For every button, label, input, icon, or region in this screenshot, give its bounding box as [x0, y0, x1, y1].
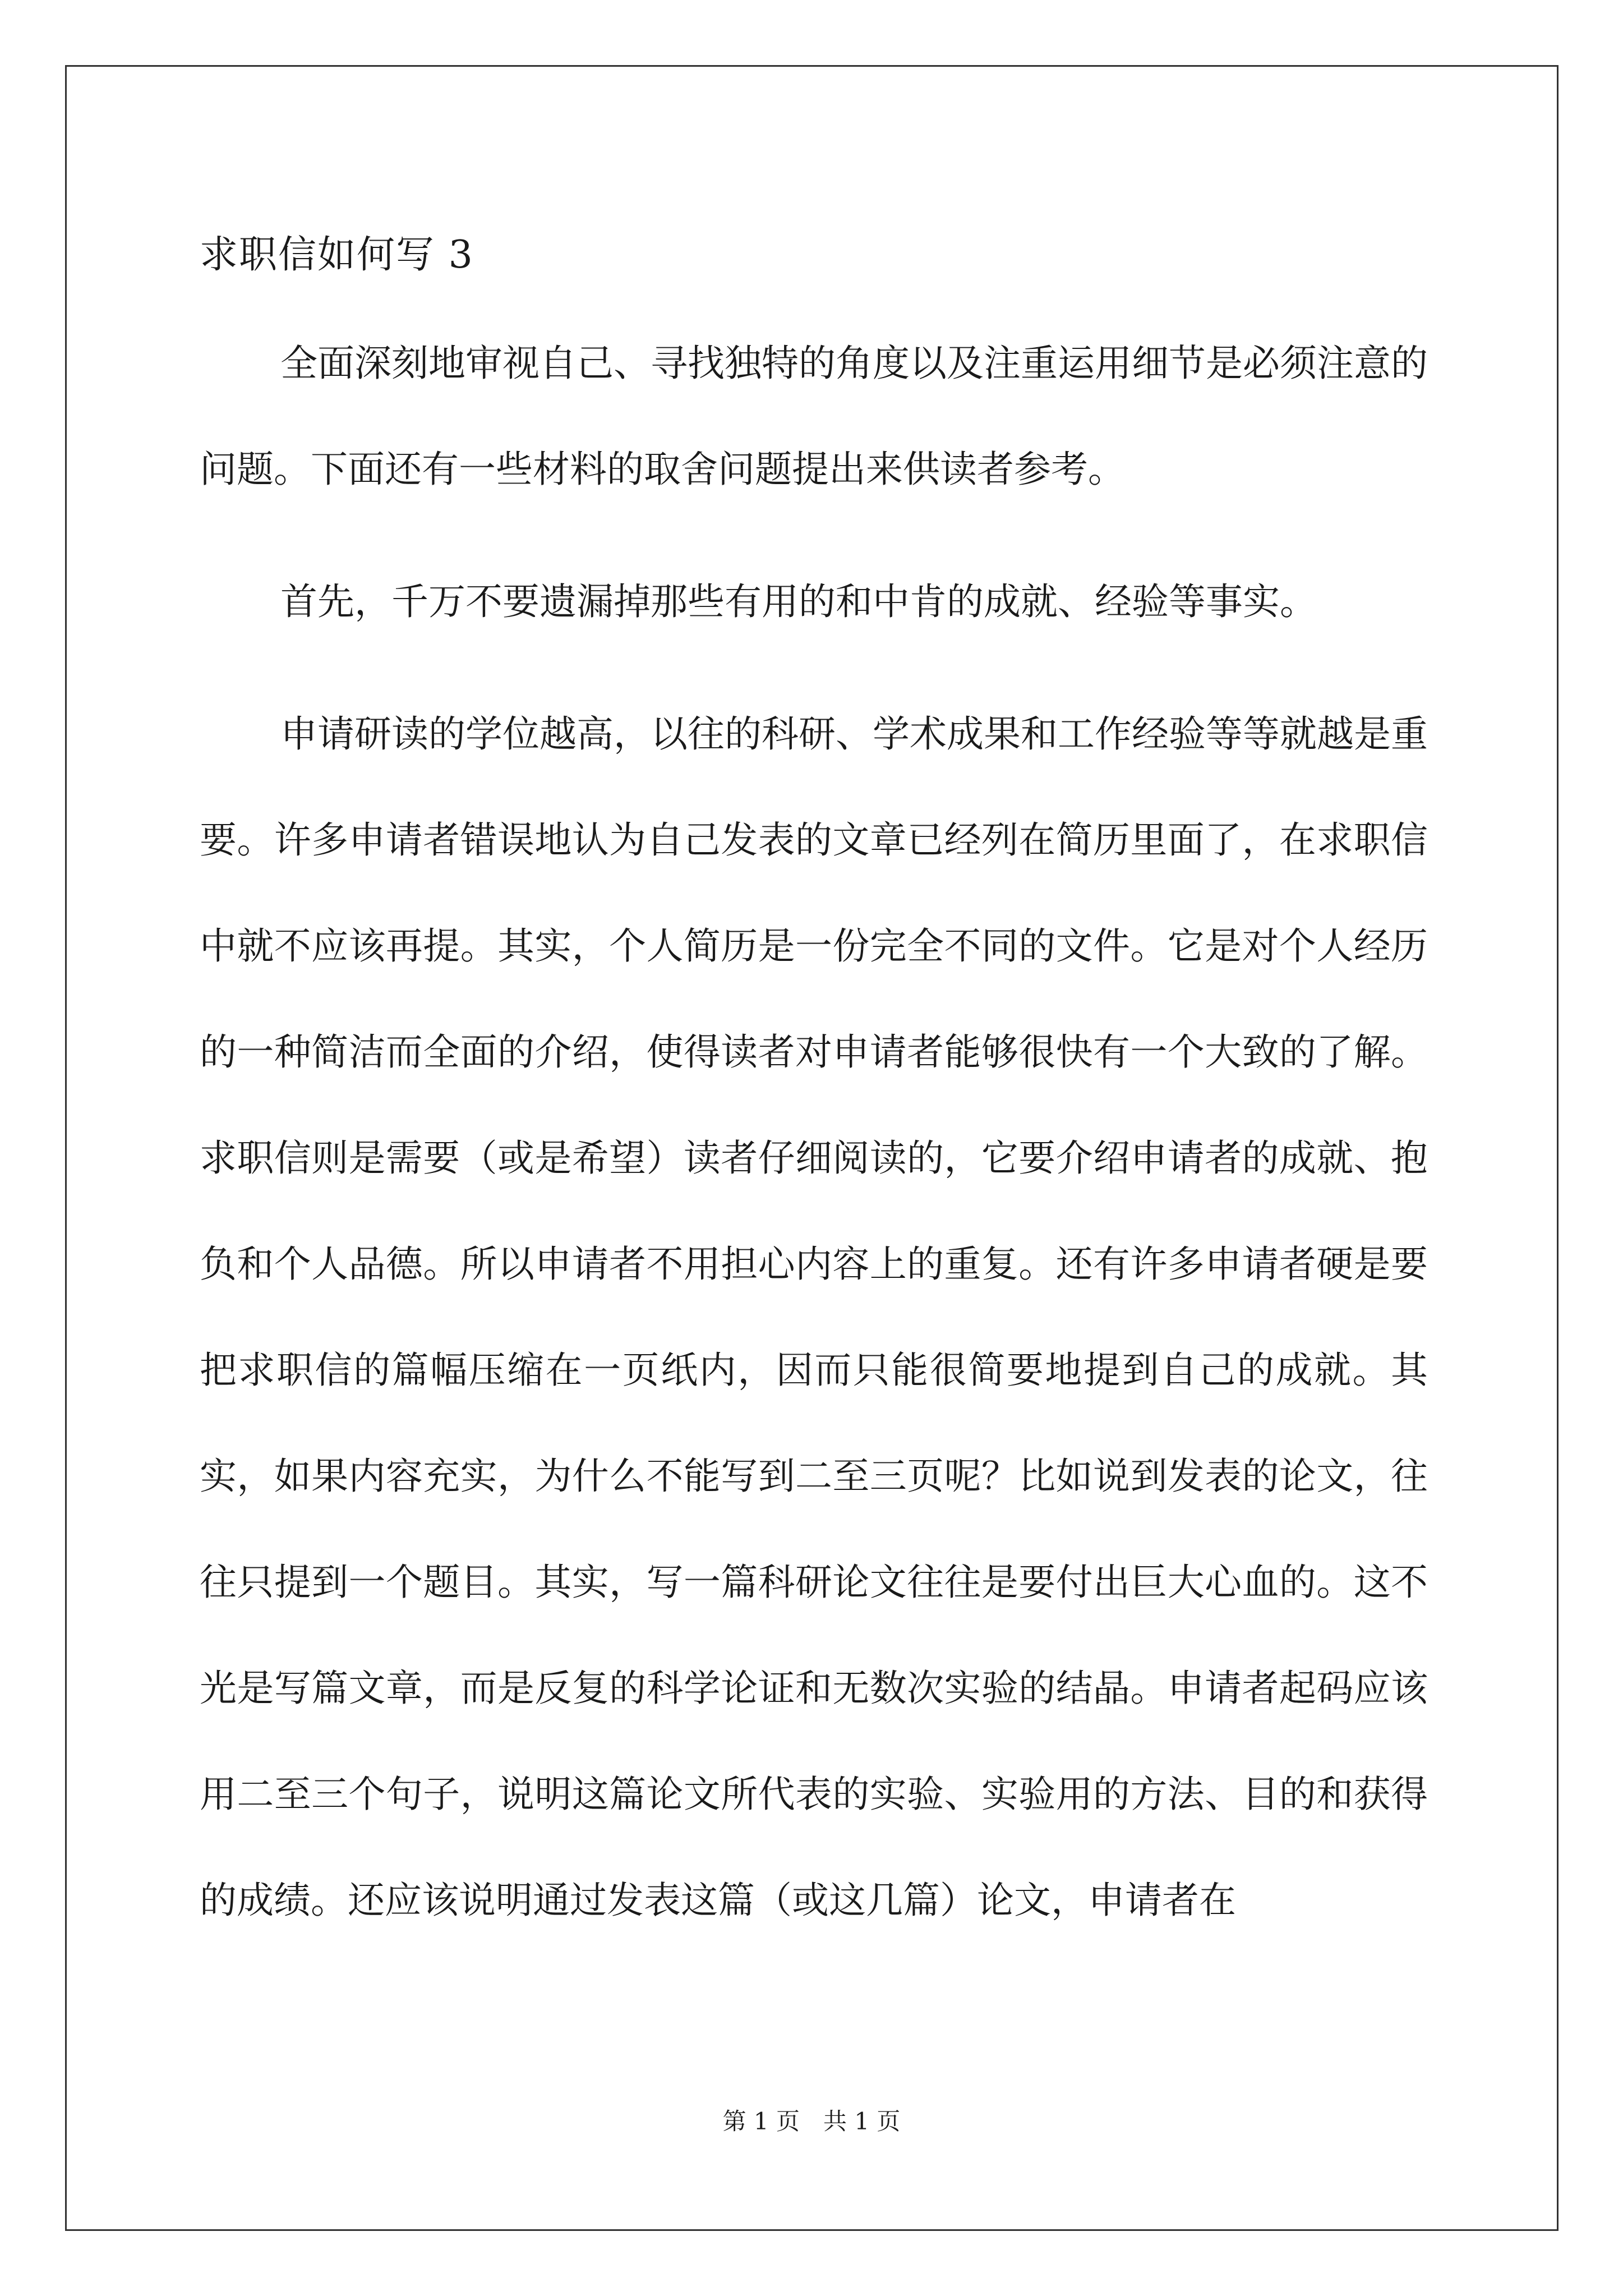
page-footer: [0, 2105, 1623, 2138]
paragraph-3: 申请研读的学位越高，以往的科研、学术成果和工作经验等等就越是重要。许多申请者错误地认为自己发表的文章已经列在简历里面了，在求职信中就不应该再提。其实，个人简历是一份完全不同的文件。它是对个人经历的一种简洁而全面的介绍，使得读者对申请者能够很快有一个大致的了解。求职信则是需要（或是希望）读者仔细阅读的，它要介绍申请者的成就、抱负和个人品德。所以申请者不用担心内容上的重复。还有许多申请者硬是要把求职信的篇幅压缩在一页纸内，因而只能很简要地提到自己的成就。其实，如果内容充实，为什么不能写到二至三页呢？比如说到发表的论文，往往只提到一个题目。其实，写一篇科研论文往往是要付出巨大心血的。这不光是写篇文章，而是反复的科学论证和无数次实验的结晶。申请者起码应该用二至三个句子，说明这篇论文所代表的实验、实验用的方法、目的和获得的成绩。还应该说明通过发表这篇（或这几篇）论文，申请者在: [200, 712, 1428, 1922]
paragraph-2: 首先，千万不要遗漏掉那些有用的和中肯的成就、经验等事实。: [280, 580, 1317, 623]
document-body: [200, 222, 1428, 1953]
document-title: 求职信如何写 3: [200, 233, 474, 277]
paragraph-1: 全面深刻地审视自己、寻找独特的角度以及注重运用细节是必须注意的问题。下面还有一些材料的取舍问题提出来供读者参考。: [200, 342, 1428, 491]
page-number-label: 第 1 页 共 1 页: [722, 2108, 901, 2135]
